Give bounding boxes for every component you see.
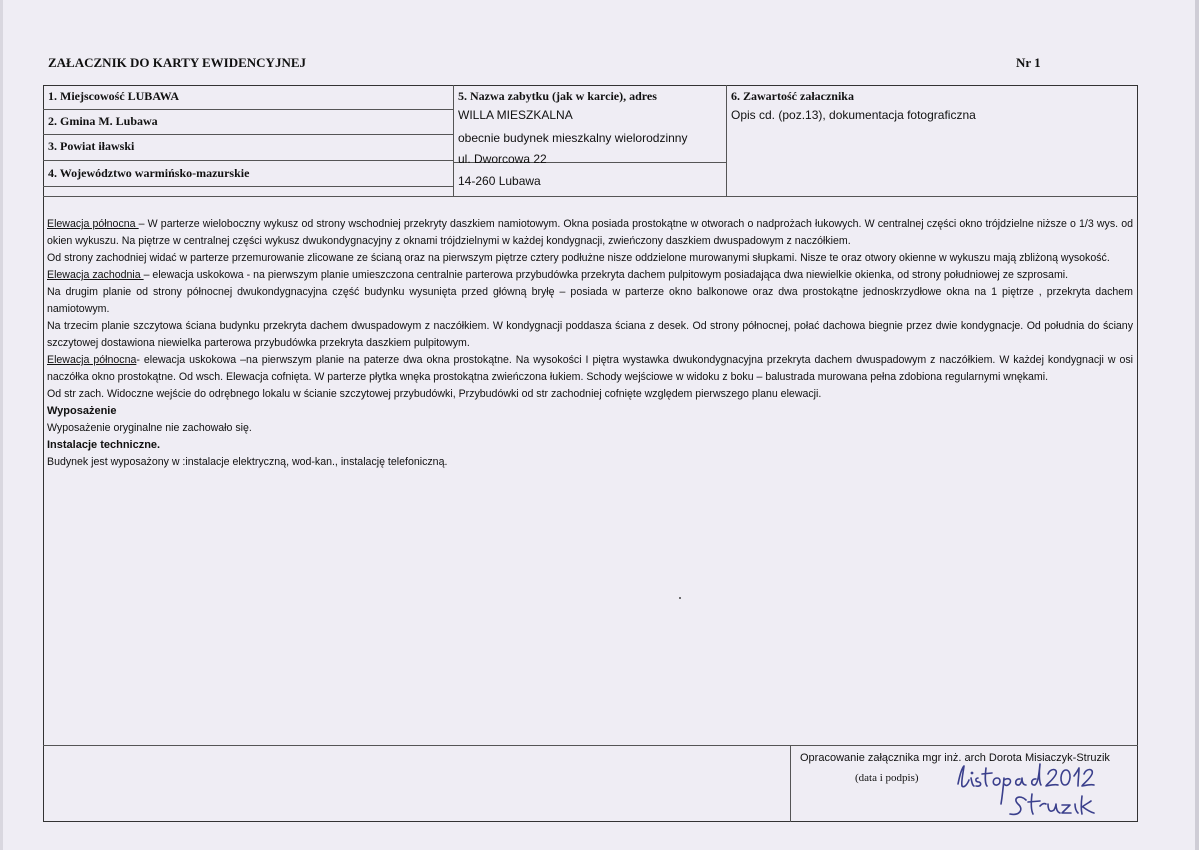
field-powiat: 3. Powiat iławski	[48, 139, 135, 153]
section-heading: Elewacja zachodnia	[47, 269, 144, 281]
divider	[43, 186, 453, 187]
paragraph: Wyposażenie oryginalne nie zachowało się.	[47, 422, 252, 434]
paragraph: Od strony zachodniej widać w parterze przemurowanie zlicowane ze ścianą oraz na pierwszym piętrze cztery podłużne nisze oddzielone murowanymi słupkami. Nisze te oraz otwory okienne w wykuszu mają zbliżoną wysokość.	[47, 252, 1110, 264]
handwritten-signature	[950, 760, 1125, 820]
paper-speck	[679, 597, 681, 599]
section-heading: Elewacja północna	[47, 218, 139, 230]
section-heading: Elewacja północna	[47, 354, 137, 366]
divider	[43, 160, 453, 161]
paragraph: Budynek jest wyposażony w :instalacje elektryczną, wod-kan., instalację telefoniczną.	[47, 456, 448, 468]
field-miejscowosc: 1. Miejscowość LUBAWA	[48, 89, 179, 103]
field-zawartosc-value: Opis cd. (poz.13), dokumentacja fotograficzna	[731, 108, 976, 122]
divider	[726, 85, 727, 196]
paragraph	[47, 216, 1133, 250]
divider	[43, 109, 453, 110]
paragraph: Od str zach. Widoczne wejście do odrębnego lokalu w ścianie szczytowej przybudówki, Przybudówki od str zachodniej cofnięte względem pierwszego planu elewacji.	[47, 388, 822, 400]
nazwa-line-3: ul. Dworcowa 22	[458, 152, 547, 166]
divider	[453, 85, 454, 196]
paragraph	[47, 267, 1133, 284]
prepared-by: Opracowanie załącznika mgr inż. arch Dorota Misiaczyk-Struzik	[800, 752, 1110, 764]
paragraph-text: – W parterze wieloboczny wykusz od strony wschodniej przekryty daszkiem namiotowym. Okna posiada prostokątne w otworach o nadprożach łukowych. W centralnej części okno trójdzielne niższe o 1/3 wys. od okien wykuszu. Na piętrze w centralnej części wykusz dwukondygnacyjny z oknami trójdzielnymi w każdej kondygnacji, zwieńczony daszkiem dwuspadowym z naczółkiem.	[47, 218, 1133, 247]
divider	[43, 196, 1138, 197]
paragraph	[47, 352, 1133, 386]
document-number: Nr 1	[1016, 55, 1041, 70]
document-title: ZAŁACZNIK DO KARTY EWIDENCYJNEJ	[48, 55, 307, 70]
field-gmina: 2. Gmina M. Lubawa	[48, 114, 158, 128]
field-zawartosc-label: 6. Zawartość załacznika	[731, 89, 854, 103]
nazwa-line-4: 14-260 Lubawa	[458, 174, 541, 188]
divider	[43, 134, 453, 135]
description-body	[47, 216, 1133, 471]
paragraph-text: – elewacja uskokowa - na pierwszym planie umieszczona centralnie parterowa przybudówka przekryta dachem pulpitowym posiadająca dwa niewielkie okienka, od strony południowej ze szprosami.	[143, 269, 1069, 281]
paragraph: Na trzecim planie szczytowa ściana budynku przekryta dachem dwuspadowym z naczółkiem. W kondygnacji poddasza ściana z desek. Od strony północnej, połać dachowa biegnie przez dwie kondygnacje. Od południa do ściany szczytowej dostawiona niewielka parterowa przybudówka przekryta daszkiem pulpitowym.	[47, 320, 1133, 349]
field-wojewodztwo: 4. Województwo warmińsko-mazurskie	[48, 166, 250, 180]
date-sign-label: (data i podpis)	[855, 772, 919, 784]
heading-wyposazenie: Wyposażenie	[47, 405, 117, 417]
nazwa-line-1: WILLA MIESZKALNA	[458, 108, 573, 122]
nazwa-line-2: obecnie budynek mieszkalny wielorodzinny	[458, 131, 688, 145]
heading-instalacje: Instalacje techniczne.	[47, 439, 161, 451]
divider	[790, 745, 791, 822]
field-nazwa-label: 5. Nazwa zabytku (jak w karcie), adres	[458, 89, 657, 103]
divider	[43, 745, 1138, 746]
paragraph: Na drugim planie od strony północnej dwukondygnacyjna część budynku wysunięta przed główną bryłę – posiada w parterze okno balkonowe oraz dwa prostokątne jednoskrzydłowe okna na 1 piętrze , przekryta dachem namiotowym.	[47, 286, 1133, 315]
paragraph-text: - elewacja uskokowa –na pierwszym planie na paterze dwa okna prostokątne. Na wysokości I piętra wystawka dwukondygnacyjna przekryta dachem dwuspadowym z naczółkiem. W każdej kondygnacji w osi naczółka okno prostokątne. Od wsch. Elewacja cofnięta. W parterze płytka wnęka prostokątna zwieńczona łukiem. Schody wejściowe w widoku z boku – balustrada murowana pełna zdobiona regularnymi wnękami.	[47, 354, 1133, 383]
